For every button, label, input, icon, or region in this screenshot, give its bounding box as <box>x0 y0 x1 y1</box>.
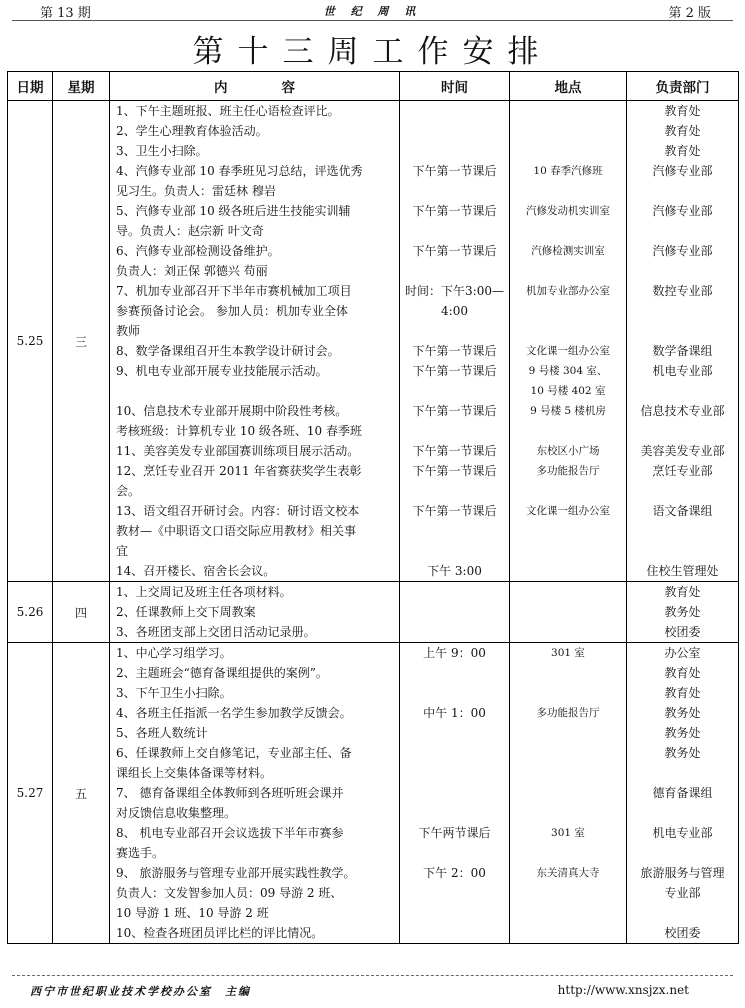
dept-line: 汽修专业部 <box>652 164 713 178</box>
content-line: 负责人：文发智参加人员：09 导游 2 班、 <box>116 886 343 900</box>
place-line <box>510 843 626 863</box>
place-line <box>510 803 626 823</box>
dept-line: 教育处 <box>664 585 701 599</box>
content-line: 2、主题班会“德育备课组提供的案例”。 <box>116 666 328 680</box>
time-line <box>400 541 509 561</box>
content-line: 1、下午主题班报、班主任心语检查评比。 <box>116 104 340 118</box>
time-line <box>400 622 509 642</box>
place-line <box>510 883 626 903</box>
content-line: 13、语文组召开研讨会。内容：研讨语文校本 <box>116 504 360 518</box>
place-line <box>510 923 626 943</box>
place-line: 9 号楼 5 楼机房 <box>530 405 606 417</box>
dept-line: 教务处 <box>664 605 701 619</box>
dept-line <box>627 321 738 341</box>
dept-line <box>627 301 738 321</box>
dept-line: 数控专业部 <box>652 284 713 298</box>
weekday-cell: 五 <box>53 643 110 944</box>
footer-editor: 西宁市世纪职业技术学校办公室 主编 <box>30 985 251 998</box>
col-header-weekday: 星期 <box>53 72 110 101</box>
content-line: 10 导游 1 班、10 导游 2 班 <box>116 906 269 920</box>
dept-line: 校团委 <box>664 625 701 639</box>
content-line: 11、美容美发专业部国赛训练项目展示活动。 <box>116 444 360 458</box>
content-line: 9、机电专业部开展专业技能展示活动。 <box>116 364 328 378</box>
dept-line <box>627 903 738 923</box>
time-line: 下午 2：00 <box>423 866 486 880</box>
content-line: 教材—《中职语文口语交际应用教材》相关事 <box>116 524 357 538</box>
content-line: 赛选手。 <box>116 846 165 860</box>
dept-line: 教育处 <box>664 144 701 158</box>
time-line: 下午两节课后 <box>418 826 491 840</box>
time-line <box>400 101 509 121</box>
time-line <box>400 923 509 943</box>
content-line: 课组长上交集体备课等材料。 <box>116 766 273 780</box>
time-line: 下午第一节课后 <box>412 444 497 458</box>
page-title: 第十三周工作安排 <box>192 34 553 70</box>
content-line: 3、下午卫生小扫除。 <box>116 686 232 700</box>
place-line: 10 春季汽修班 <box>533 165 603 177</box>
time-line <box>400 221 509 241</box>
time-line <box>400 261 509 281</box>
dept-line <box>627 421 738 441</box>
content-cell <box>110 582 400 643</box>
content-line: 6、任课教师上交自修笔记，专业部主任、备 <box>116 746 352 760</box>
place-line <box>510 481 626 501</box>
table-header-row <box>8 72 739 101</box>
place-line <box>510 723 626 743</box>
time-line <box>400 521 509 541</box>
place-line <box>510 141 626 161</box>
time-cell <box>400 101 510 582</box>
col-header-dept: 负责部门 <box>627 72 739 101</box>
time-line: 时间：下午3:00— <box>405 284 504 298</box>
dept-line <box>627 521 738 541</box>
issue-number: 第 13 期 <box>40 6 91 21</box>
content-line: 1、上交周记及班主任各项材料。 <box>116 585 292 599</box>
place-line <box>510 743 626 763</box>
time-line <box>400 602 509 622</box>
col-header-place: 地点 <box>510 72 627 101</box>
dept-line: 机电专业部 <box>652 826 713 840</box>
content-line: 2、学生心理教育体验活动。 <box>116 124 268 138</box>
dept-cell <box>627 643 739 944</box>
time-line: 中午 1：00 <box>423 706 486 720</box>
time-line <box>400 582 509 602</box>
place-line <box>510 321 626 341</box>
dept-line: 语文备课组 <box>652 504 713 518</box>
time-line: 下午第一节课后 <box>412 404 497 418</box>
place-cell <box>510 582 627 643</box>
dept-line: 旅游服务与管理 <box>640 866 725 880</box>
time-line <box>400 783 509 803</box>
dept-line: 机电专业部 <box>652 364 713 378</box>
date-cell: 5.27 <box>8 643 53 944</box>
place-line: 汽修发动机实训室 <box>526 205 610 217</box>
content-line: 9、 旅游服务与管理专业部开展实践性教学。 <box>116 866 356 880</box>
col-header-date: 日期 <box>8 72 53 101</box>
dept-line: 教育处 <box>664 666 701 680</box>
dept-line: 数学备课组 <box>652 344 713 358</box>
col-header-time: 时间 <box>400 72 510 101</box>
content-line: 负责人：刘正保 郭德兴 苟丽 <box>116 264 268 278</box>
content-line: 1、中心学习组学习。 <box>116 646 232 660</box>
dept-line: 教务处 <box>664 746 701 760</box>
page-header <box>0 0 745 22</box>
time-line: 下午 3:00 <box>427 564 482 578</box>
place-cell <box>510 643 627 944</box>
content-line: 4、各班主任指派一名学生参加教学反馈会。 <box>116 706 352 720</box>
dept-line <box>627 481 738 501</box>
place-line <box>510 683 626 703</box>
time-line: 下午第一节课后 <box>412 204 497 218</box>
table-row <box>8 643 739 944</box>
dept-line: 办公室 <box>664 646 701 660</box>
content-cell <box>110 101 400 582</box>
dept-line: 住校生管理处 <box>646 564 719 578</box>
place-cell <box>510 101 627 582</box>
content-line: 5、各班人数统计 <box>116 726 208 740</box>
place-line: 文化课一组办公室 <box>526 345 610 357</box>
dept-line <box>627 261 738 281</box>
place-line <box>510 521 626 541</box>
place-line <box>510 903 626 923</box>
dept-line <box>627 843 738 863</box>
content-line: 7、机加专业部召开下半年市赛机械加工项目 <box>116 284 352 298</box>
dept-line: 美容美发专业部 <box>640 444 725 458</box>
dept-line <box>627 803 738 823</box>
place-line: 多功能报告厅 <box>536 465 600 477</box>
place-line <box>510 421 626 441</box>
time-line <box>400 683 509 703</box>
content-line: 3、卫生小扫除。 <box>116 144 208 158</box>
content-line: 6、汽修专业部检测设备维护。 <box>116 244 280 258</box>
content-line: 参赛预备讨论会。 参加人员：机加专业全体 <box>116 304 348 318</box>
content-line: 会。 <box>116 484 141 498</box>
place-line: 301 室 <box>551 647 585 659</box>
place-line: 文化课一组办公室 <box>526 505 610 517</box>
footer-url[interactable]: http://www.xnsjzx.net <box>557 983 689 997</box>
place-line: 多功能报告厅 <box>536 707 600 719</box>
dept-line: 信息技术专业部 <box>640 404 725 418</box>
time-line: 下午第一节课后 <box>412 464 497 478</box>
dept-line <box>627 541 738 561</box>
dept-line: 教务处 <box>664 706 701 720</box>
content-line: 14、召开楼长、宿舍长会议。 <box>116 564 276 578</box>
schedule-table <box>7 71 739 944</box>
dept-cell <box>627 101 739 582</box>
place-line <box>510 783 626 803</box>
place-line: 东校区小广场 <box>536 445 600 457</box>
time-line <box>400 321 509 341</box>
content-line: 3、各班团支部上交团日活动记录册。 <box>116 625 316 639</box>
place-line <box>510 541 626 561</box>
dept-line: 校团委 <box>664 926 701 940</box>
dept-line: 教育处 <box>664 104 701 118</box>
newspaper-name: 世 纪 周 讯 <box>323 5 422 18</box>
time-line <box>400 141 509 161</box>
dept-line: 德育备课组 <box>652 786 713 800</box>
weekday-cell: 四 <box>53 582 110 643</box>
content-line: 8、数学备课组召开生本教学设计研讨会。 <box>116 344 340 358</box>
place-line <box>510 561 626 581</box>
time-line <box>400 803 509 823</box>
time-line <box>400 181 509 201</box>
weekday-cell: 三 <box>53 101 110 582</box>
content-line <box>110 381 399 401</box>
time-line: 上午 9：00 <box>423 646 486 660</box>
place-line <box>510 261 626 281</box>
content-line: 考核班级：计算机专业 10 级各班、10 春季班 <box>116 424 362 438</box>
time-line: 下午第一节课后 <box>412 364 497 378</box>
table-row <box>8 582 739 643</box>
content-line: 10、信息技术专业部开展期中阶段性考核。 <box>116 404 348 418</box>
time-cell <box>400 582 510 643</box>
place-line: 9 号楼 304 室、 <box>528 365 608 377</box>
date-cell: 5.25 <box>8 101 53 582</box>
dept-line <box>627 381 738 401</box>
dept-line: 教育处 <box>664 686 701 700</box>
content-line: 12、烹饪专业召开 2011 年省赛获奖学生表彰 <box>116 464 362 478</box>
time-line: 下午第一节课后 <box>412 244 497 258</box>
time-line <box>400 481 509 501</box>
content-line: 8、 机电专业部召开会议选拔下半年市赛参 <box>116 826 344 840</box>
content-cell <box>110 643 400 944</box>
time-line: 下午第一节课后 <box>412 504 497 518</box>
dept-line: 教育处 <box>664 124 701 138</box>
date-cell: 5.26 <box>8 582 53 643</box>
time-line <box>400 381 509 401</box>
table-row <box>8 101 739 582</box>
time-line <box>400 843 509 863</box>
dept-cell <box>627 582 739 643</box>
place-line <box>510 602 626 622</box>
time-cell <box>400 643 510 944</box>
place-line <box>510 221 626 241</box>
time-line <box>400 903 509 923</box>
place-line <box>510 622 626 642</box>
time-line <box>400 723 509 743</box>
content-line: 7、 德育备课组全体教师到各班听班会课并 <box>116 786 344 800</box>
content-line: 5、汽修专业部 10 级各班后进生技能实训辅 <box>116 204 351 218</box>
time-line <box>400 763 509 783</box>
content-line: 教师 <box>116 324 141 338</box>
footer-rule <box>12 975 733 976</box>
place-line: 汽修检测实训室 <box>531 245 605 257</box>
dept-line <box>627 221 738 241</box>
time-line <box>400 663 509 683</box>
place-line <box>510 582 626 602</box>
dept-line: 教务处 <box>664 726 701 740</box>
place-line <box>510 663 626 683</box>
time-line <box>400 883 509 903</box>
col-header-content: 内 容 <box>110 72 400 101</box>
content-line: 见习生。负责人：雷廷林 穆岩 <box>116 184 276 198</box>
time-line: 4:00 <box>441 304 468 318</box>
content-line: 对反馈信息收集整理。 <box>116 806 237 820</box>
time-line: 下午第一节课后 <box>412 164 497 178</box>
dept-line: 烹饪专业部 <box>652 464 713 478</box>
place-line: 东关清真大寺 <box>536 867 600 879</box>
place-line <box>510 121 626 141</box>
dept-line <box>627 763 738 783</box>
dept-line: 汽修专业部 <box>652 204 713 218</box>
dept-line: 汽修专业部 <box>652 244 713 258</box>
time-line <box>400 121 509 141</box>
content-line: 2、任课教师上交下周教案 <box>116 605 256 619</box>
page-number: 第 2 版 <box>668 6 711 21</box>
place-line <box>510 301 626 321</box>
content-line: 宜 <box>116 544 129 558</box>
page-footer <box>0 966 745 1006</box>
header-rule <box>12 20 733 21</box>
content-line: 10、检查各班团员评比栏的评比情况。 <box>116 926 324 940</box>
time-line <box>400 743 509 763</box>
time-line: 下午第一节课后 <box>412 344 497 358</box>
content-line: 导。负责人：赵宗新 叶文奇 <box>116 224 264 238</box>
dept-line <box>627 181 738 201</box>
place-line <box>510 101 626 121</box>
place-line: 10 号楼 402 室 <box>530 385 606 397</box>
place-line: 301 室 <box>551 827 585 839</box>
content-line: 4、汽修专业部 10 春季班见习总结，评选优秀 <box>116 164 363 178</box>
place-line <box>510 763 626 783</box>
place-line <box>510 181 626 201</box>
place-line: 机加专业部办公室 <box>526 285 610 297</box>
dept-line: 专业部 <box>664 886 701 900</box>
time-line <box>400 421 509 441</box>
